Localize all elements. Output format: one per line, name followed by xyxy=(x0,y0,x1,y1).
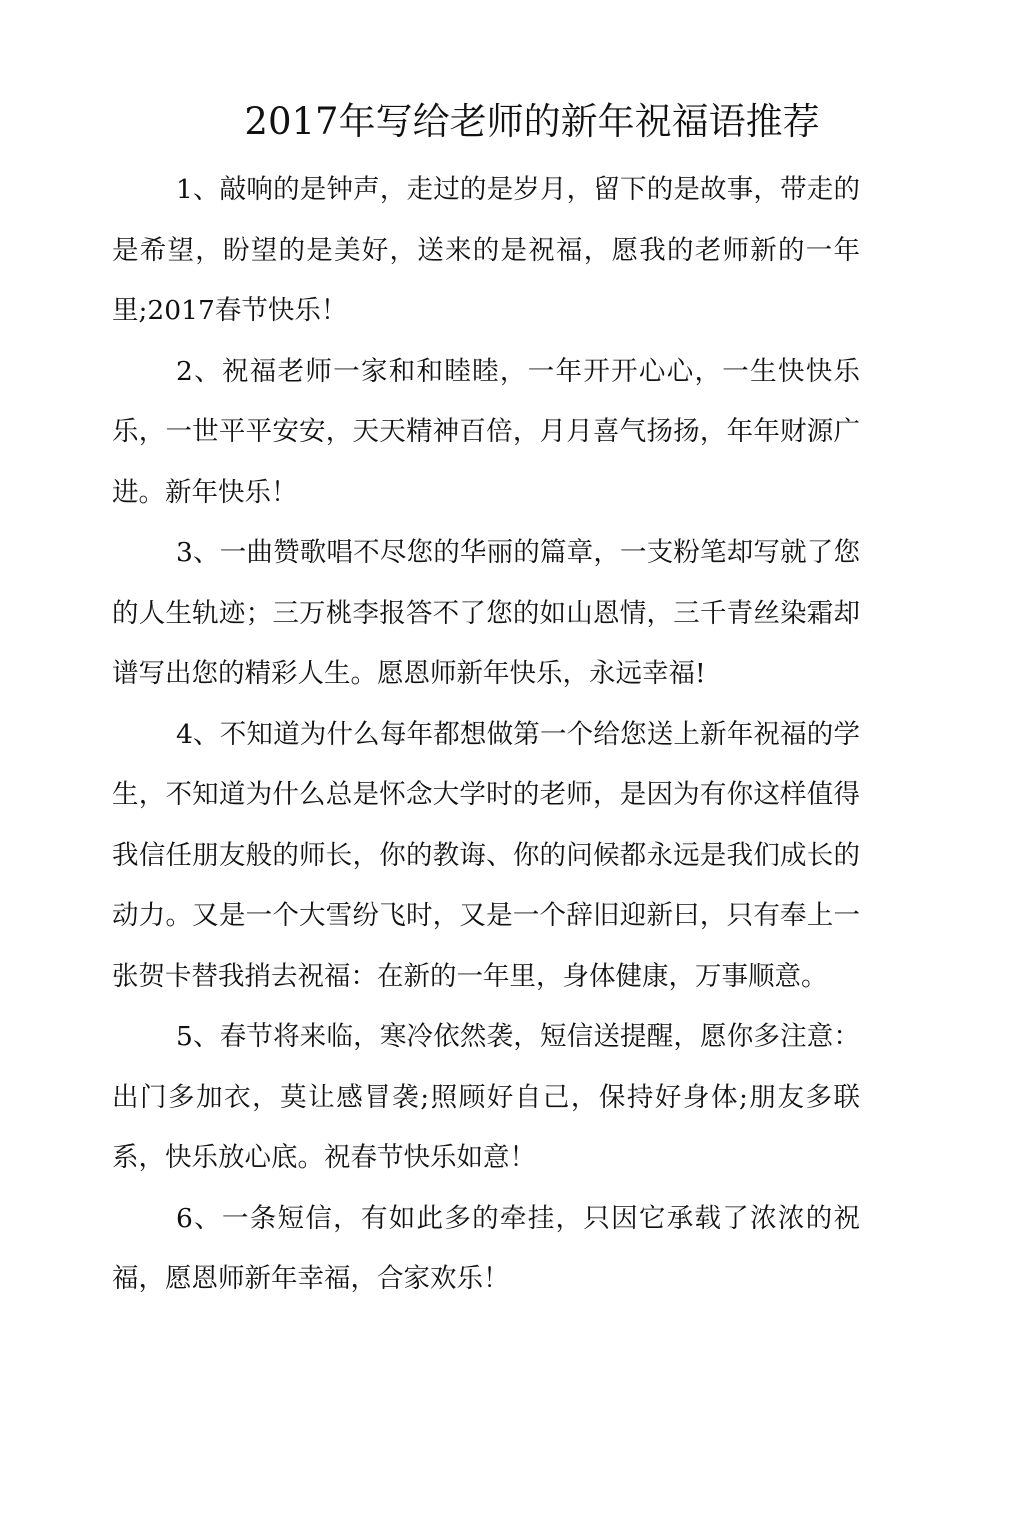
paragraph-5: 5、春节将来临，寒冷依然袭，短信送提醒，愿你多注意：出门多加衣，莫让感冒袭;照顾好自己，保持好身体;朋友多联系，快乐放心底。祝春节快乐如意！ xyxy=(112,1021,860,1173)
document-body xyxy=(112,160,860,1310)
paragraph-6: 6、一条短信，有如此多的牵挂，只因它承载了浓浓的祝福，愿恩师新年幸福，合家欢乐！ xyxy=(112,1202,860,1294)
paragraph-4: 4、不知道为什么每年都想做第一个给您送上新年祝福的学生，不知道为什么总是怀念大学时的老师，是因为有你这样值得我信任朋友般的师长，你的教诲、你的问候都永远是我们成长的动力。又是一个大雪纷飞时，又是一个辞旧迎新曰，只有奉上一张贺卡替我捎去祝福：在新的一年里，身体健康，万事顺意。 xyxy=(112,718,860,992)
paragraph-2: 2、祝福老师一家和和睦睦，一年开开心心，一生快快乐乐，一世平平安安，天天精神百倍，月月喜气扬扬，年年财源广进。新年快乐！ xyxy=(112,355,860,508)
document-title: 2017年写给老师的新年祝福语推荐 xyxy=(244,100,820,143)
paragraph-1: 1、敲响的是钟声，走过的是岁月，留下的是故事，带走的是希望，盼望的是美好，送来的是祝福，愿我的老师新的一年里;2017春节快乐！ xyxy=(112,174,860,326)
paragraph-3: 3、一曲赞歌唱不尽您的华丽的篇章，一支粉笔却写就了您的人生轨迹；三万桃李报答不了您的如山恩情，三千青丝染霜却谱写出您的精彩人生。愿恩师新年快乐，永远幸福! xyxy=(112,537,860,689)
